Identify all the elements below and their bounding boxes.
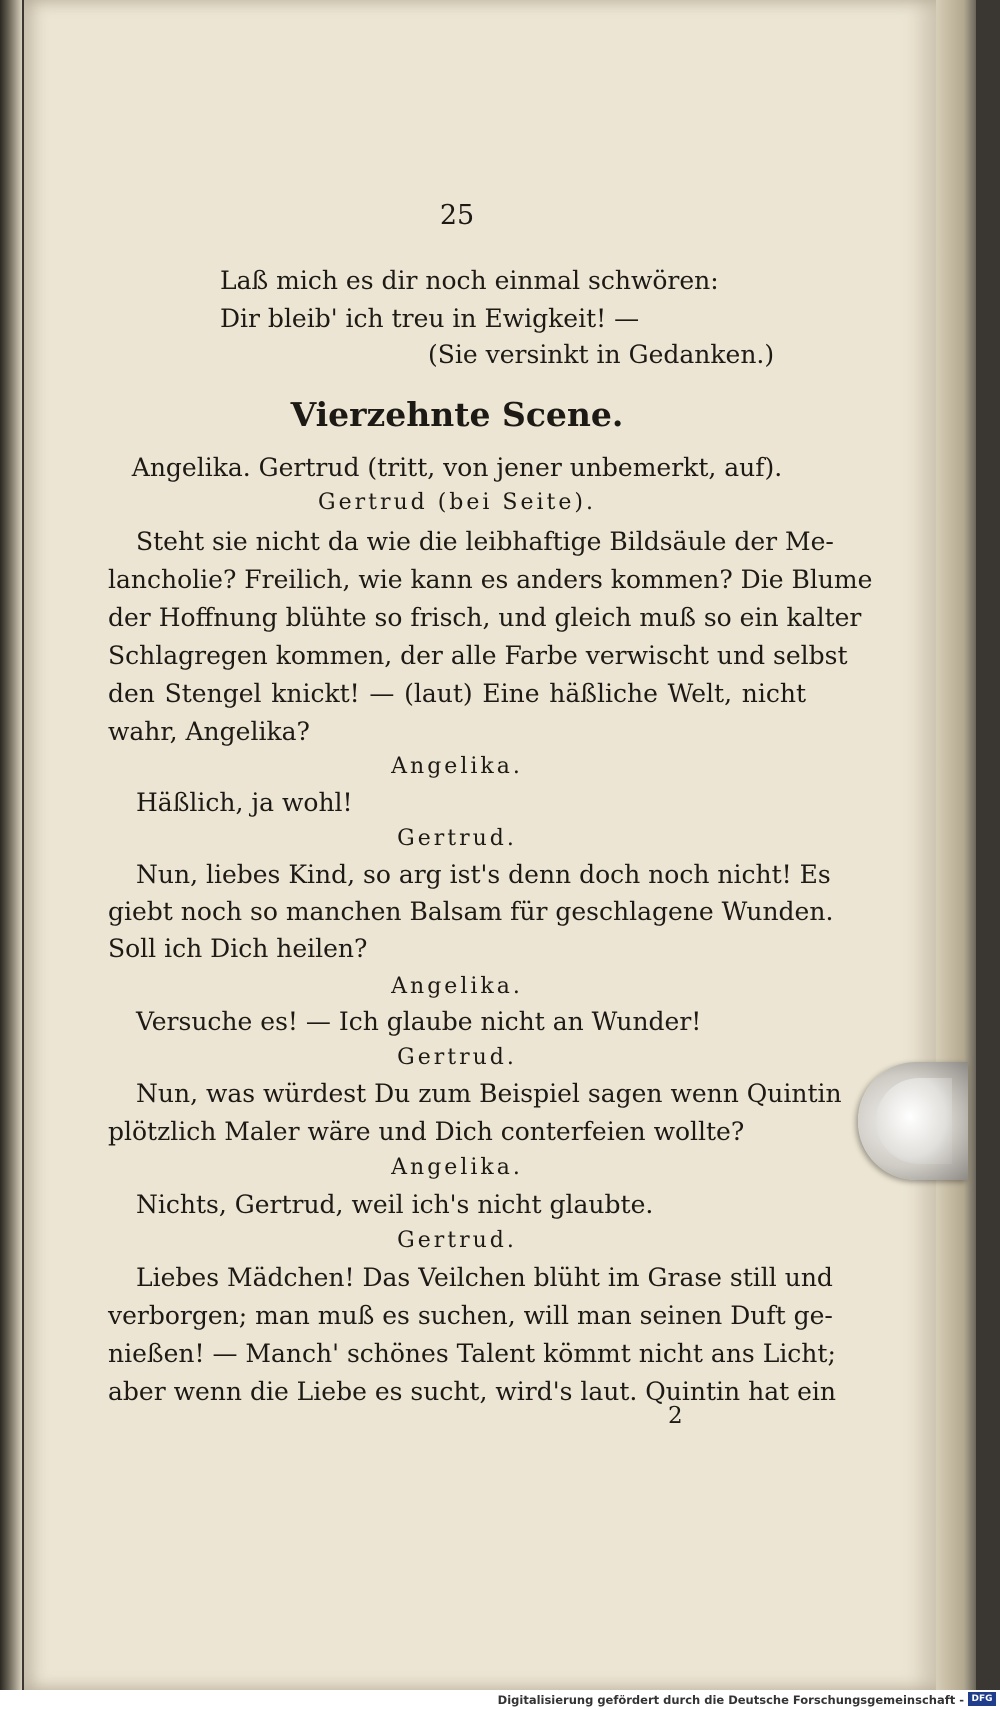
text-line: giebt noch so manchen Balsam für geschlagene Wunden.	[108, 897, 834, 926]
text-line: aber wenn die Liebe es sucht, wird's laut. Quintin hat ein	[108, 1377, 836, 1406]
text-line: Laß mich es dir noch einmal schwören:	[220, 266, 719, 295]
speaker-name: Gertrud.	[397, 1045, 517, 1070]
text-line: Nun, was würdest Du zum Beispiel sagen wenn Quintin	[136, 1079, 842, 1108]
speaker-name: Gertrud (bei Seite).	[318, 490, 596, 515]
text-line: plötzlich Maler wäre und Dich conterfeien wollte?	[108, 1117, 745, 1146]
text-line: Nichts, Gertrud, weil ich's nicht glaubte.	[136, 1190, 654, 1219]
text-line: Schlagregen kommen, der alle Farbe verwischt und selbst	[108, 641, 848, 670]
text-line: Dir bleib' ich treu in Ewigkeit! —	[220, 304, 640, 333]
text-line: Häßlich, ja wohl!	[136, 788, 353, 817]
text-line: Soll ich Dich heilen?	[108, 934, 368, 963]
speaker-name: Gertrud.	[397, 1228, 517, 1253]
text-line: nießen! — Manch' schönes Talent kömmt nicht ans Licht;	[108, 1339, 836, 1368]
speaker-name: Angelika.	[391, 974, 523, 999]
text-line: den Stengel knickt! — (laut) Eine häßliche Welt, nicht	[108, 679, 806, 708]
text-line: Versuche es! — Ich glaube nicht an Wunder!	[136, 1007, 702, 1036]
page-stack-edge	[936, 0, 976, 1690]
cast-line: Angelika. Gertrud (tritt, von jener unbemerkt, auf).	[131, 453, 783, 482]
page-clip	[858, 1062, 968, 1180]
text-line: lancholie? Freilich, wie kann es anders kommen? Die Blume	[108, 565, 873, 594]
text-line: verborgen; man muß es suchen, will man seinen Duft ge-	[108, 1301, 833, 1330]
facing-page-edge	[0, 0, 22, 1710]
text-line: Liebes Mädchen! Das Veilchen blüht im Grase still und	[136, 1263, 833, 1292]
speaker-name: Gertrud.	[397, 826, 517, 851]
speaker-name: Angelika.	[391, 1155, 523, 1180]
dfg-logo: DFG	[968, 1692, 996, 1706]
scene-heading: Vierzehnte Scene.	[290, 395, 624, 434]
stage-direction: (Sie versinkt in Gedanken.)	[428, 340, 775, 369]
text-line: Nun, liebes Kind, so arg ist's denn doch noch nicht! Es	[136, 860, 831, 889]
footer-credit: Digitalisierung gefördert durch die Deutsche Forschungsgemeinschaft -	[497, 1693, 964, 1707]
page-number: 25	[439, 200, 475, 231]
page-clip-highlight	[876, 1078, 952, 1164]
text-line: der Hoffnung blühte so frisch, und gleich muß so ein kalter	[108, 603, 862, 632]
signature-mark: 2	[668, 1403, 683, 1429]
text-line: Steht sie nicht da wie die leibhaftige Bildsäule der Me-	[136, 527, 834, 556]
speaker-name: Angelika.	[391, 754, 523, 779]
text-line: wahr, Angelika?	[108, 717, 310, 746]
